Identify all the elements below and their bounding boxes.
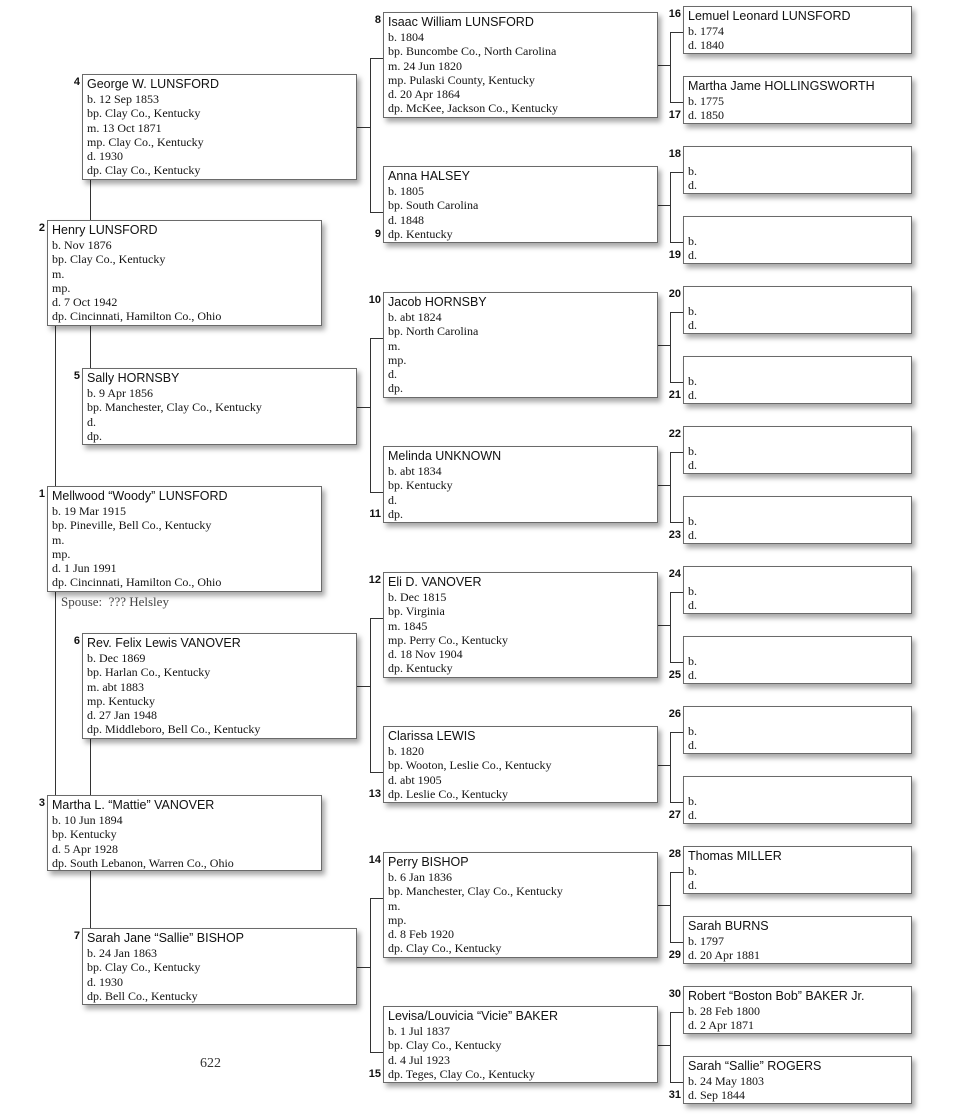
person-box-6[interactable] xyxy=(82,633,357,739)
connector-15-v xyxy=(670,1012,671,1082)
person-fact-dp: dp. Cincinnati, Hamilton Co., Ohio xyxy=(52,309,222,324)
connector-2-4 xyxy=(90,180,91,220)
person-fact-b: b. abt 1834 xyxy=(388,464,442,478)
connector-12-25 xyxy=(670,662,683,663)
person-name xyxy=(688,288,911,304)
person-box-30[interactable] xyxy=(683,986,912,1034)
person-fact-b: b. 1 Jul 1837 xyxy=(388,1024,451,1038)
person-fact-b: b. xyxy=(688,514,697,528)
ahnentafel-number: 17 xyxy=(668,109,681,121)
person-box-11[interactable] xyxy=(383,446,658,523)
person-fact-mp: mp. Pulaski County, Kentucky xyxy=(388,72,535,87)
person-box-26[interactable] xyxy=(683,706,912,754)
connector-14-h xyxy=(658,905,670,906)
ahnentafel-number: 11 xyxy=(369,508,381,520)
person-box-3[interactable] xyxy=(47,795,322,871)
person-box-7[interactable] xyxy=(82,928,357,1005)
ahnentafel-number: 24 xyxy=(668,568,681,580)
person-fact-bp: bp. Manchester, Clay Co., Kentucky xyxy=(87,400,262,415)
ahnentafel-number: 18 xyxy=(668,148,681,160)
connector-11-22 xyxy=(670,452,683,453)
person-fact-dp: dp. Clay Co., Kentucky xyxy=(388,941,502,956)
person-box-31[interactable] xyxy=(683,1056,912,1104)
person-fact-bp: bp. North Carolina xyxy=(388,324,479,339)
person-name: Henry LUNSFORD xyxy=(52,223,158,237)
person-name: Martha L. “Mattie” VANOVER xyxy=(52,798,215,812)
person-fact-d: d. abt 1905 xyxy=(388,772,442,787)
connector-14-v xyxy=(670,872,671,942)
ahnentafel-number: 19 xyxy=(668,249,681,261)
person-fact-dp: dp. Middleboro, Bell Co., Kentucky xyxy=(87,722,261,737)
person-box-21[interactable] xyxy=(683,356,912,404)
person-box-29[interactable] xyxy=(683,916,912,964)
person-name: Isaac William LUNSFORD xyxy=(388,15,534,29)
person-fact-mp: mp. Perry Co., Kentucky xyxy=(388,632,508,647)
connector-3-7 xyxy=(90,871,91,928)
person-fact-mp: mp. xyxy=(52,280,71,295)
connector-9-18 xyxy=(670,172,683,173)
person-name xyxy=(688,708,911,724)
person-box-17[interactable] xyxy=(683,76,912,124)
person-name: Robert “Boston Bob” BAKER Jr. xyxy=(688,989,865,1003)
connector-3-6 xyxy=(90,739,91,795)
person-fact-d: d. xyxy=(688,248,697,263)
person-name: Melinda UNKNOWN xyxy=(388,449,502,463)
person-fact-d: d. xyxy=(388,367,397,382)
ahnentafel-number: 3 xyxy=(38,797,45,809)
person-fact-bp: bp. Buncombe Co., North Carolina xyxy=(388,44,557,59)
person-fact-dp: dp. South Lebanon, Warren Co., Ohio xyxy=(52,855,234,870)
person-box-20[interactable] xyxy=(683,286,912,334)
person-fact-dp: dp. Kentucky xyxy=(388,661,453,676)
connector-7-14 xyxy=(370,898,383,899)
person-fact-bp: bp. Clay Co., Kentucky xyxy=(52,252,166,267)
person-fact-mp: mp. Clay Co., Kentucky xyxy=(87,134,204,149)
page-number: 622 xyxy=(200,1056,221,1071)
person-fact-m: m. abt 1883 xyxy=(87,679,144,694)
connector-10-20 xyxy=(670,312,683,313)
connector-12-24 xyxy=(670,592,683,593)
person-fact-b: b. 1805 xyxy=(388,184,424,198)
connector-9-v xyxy=(670,172,671,242)
ahnentafel-number: 4 xyxy=(73,76,80,88)
person-fact-mp: mp. xyxy=(52,546,71,561)
person-name: Martha Jame HOLLINGSWORTH xyxy=(688,79,875,93)
ahnentafel-number: 25 xyxy=(668,669,681,681)
person-fact-d: d. xyxy=(688,318,697,333)
person-fact-b: b. xyxy=(688,654,697,668)
connector-12-h xyxy=(658,625,670,626)
person-fact-d: d. 1848 xyxy=(388,212,424,227)
ahnentafel-number: 7 xyxy=(73,930,80,942)
person-fact-d: d. 5 Apr 1928 xyxy=(52,841,118,856)
ahnentafel-number: 22 xyxy=(668,428,681,440)
connector-15-31 xyxy=(670,1082,683,1083)
ahnentafel-number: 26 xyxy=(668,708,681,720)
person-name xyxy=(688,778,911,794)
person-fact-bp: bp. South Carolina xyxy=(388,198,479,213)
ahnentafel-number: 1 xyxy=(38,488,45,500)
person-box-4[interactable] xyxy=(82,74,357,180)
person-box-2[interactable] xyxy=(47,220,322,326)
person-fact-d: d. xyxy=(688,668,697,683)
connector-1-2 xyxy=(55,326,56,486)
connector-13-v xyxy=(670,732,671,802)
person-fact-d: d. xyxy=(688,878,697,893)
ahnentafel-number: 14 xyxy=(368,854,381,866)
connector-7-v xyxy=(370,898,371,1052)
person-fact-dp: dp. Clay Co., Kentucky xyxy=(87,163,201,178)
connector-9-h xyxy=(658,205,670,206)
person-fact-b: b. Nov 1876 xyxy=(52,238,112,252)
person-name: George W. LUNSFORD xyxy=(87,77,219,91)
ahnentafel-number: 31 xyxy=(668,1089,681,1101)
connector-6-12 xyxy=(370,618,383,619)
person-fact-b: b. xyxy=(688,234,697,248)
person-box-1[interactable] xyxy=(47,486,322,592)
connector-14-28 xyxy=(670,872,683,873)
connector-1-3 xyxy=(55,592,56,795)
person-fact-d: d. xyxy=(688,598,697,613)
ahnentafel-number: 10 xyxy=(368,294,381,306)
connector-10-h xyxy=(658,345,670,346)
person-fact-d: d. xyxy=(688,808,697,823)
ahnentafel-number: 30 xyxy=(668,988,681,1000)
connector-12-v xyxy=(670,592,671,662)
person-fact-bp: bp. Pineville, Bell Co., Kentucky xyxy=(52,518,212,533)
person-fact-b: b. 10 Jun 1894 xyxy=(52,813,123,827)
person-box-5[interactable] xyxy=(82,368,357,445)
person-box-19[interactable] xyxy=(683,216,912,264)
person-fact-b: b. 28 Feb 1800 xyxy=(688,1004,760,1018)
person-fact-dp: dp. xyxy=(388,506,403,521)
person-fact-d: d. 1930 xyxy=(87,149,123,164)
person-fact-b: b. 6 Jan 1836 xyxy=(388,870,452,884)
connector-5-11 xyxy=(370,492,383,493)
person-name: Eli D. VANOVER xyxy=(388,575,482,589)
person-fact-b: b. 19 Mar 1915 xyxy=(52,504,126,518)
person-fact-b: b. xyxy=(688,304,697,318)
person-fact-d: d. 20 Apr 1864 xyxy=(388,87,460,102)
person-fact-b: b. xyxy=(688,584,697,598)
person-fact-d: d. 8 Feb 1920 xyxy=(388,927,454,942)
person-box-25[interactable] xyxy=(683,636,912,684)
person-fact-mp: mp. Kentucky xyxy=(87,693,155,708)
person-fact-m: m. xyxy=(52,266,65,281)
ahnentafel-number: 2 xyxy=(38,222,45,234)
person-fact-b: b. abt 1824 xyxy=(388,310,442,324)
person-box-15[interactable] xyxy=(383,1006,658,1083)
connector-5-h xyxy=(357,407,370,408)
person-fact-d: d. 20 Apr 1881 xyxy=(688,948,760,963)
person-fact-d: d. xyxy=(688,458,697,473)
connector-8-16 xyxy=(670,32,683,33)
person-fact-m: m. xyxy=(388,338,401,353)
person-name: Sarah “Sallie” ROGERS xyxy=(688,1059,822,1073)
person-fact-b: b. 1797 xyxy=(688,934,724,948)
connector-7-h xyxy=(357,967,370,968)
person-fact-d: d. 2 Apr 1871 xyxy=(688,1018,754,1033)
person-box-23[interactable] xyxy=(683,496,912,544)
person-fact-m: m. 13 Oct 1871 xyxy=(87,120,162,135)
person-fact-d: d. xyxy=(688,388,697,403)
person-name: Jacob HORNSBY xyxy=(388,295,487,309)
ahnentafel-number: 21 xyxy=(668,389,681,401)
connector-6-h xyxy=(357,686,370,687)
ahnentafel-number: 12 xyxy=(368,574,381,586)
person-box-24[interactable] xyxy=(683,566,912,614)
connector-15-h xyxy=(658,1045,670,1046)
person-fact-d: d. xyxy=(388,492,397,507)
ahnentafel-number: 5 xyxy=(73,370,80,382)
person-fact-d: d. 27 Jan 1948 xyxy=(87,708,157,723)
person-box-27[interactable] xyxy=(683,776,912,824)
person-fact-b: b. 9 Apr 1856 xyxy=(87,386,153,400)
person-fact-b: b. xyxy=(688,444,697,458)
person-fact-b: b. 1804 xyxy=(388,30,424,44)
ahnentafel-number: 29 xyxy=(668,949,681,961)
person-name: Thomas MILLER xyxy=(688,849,782,863)
person-fact-m: m. 1845 xyxy=(388,618,428,633)
person-fact-b: b. 24 May 1803 xyxy=(688,1074,764,1088)
person-name xyxy=(688,498,911,514)
person-name: Sally HORNSBY xyxy=(87,371,180,385)
person-fact-d: d. xyxy=(688,178,697,193)
person-fact-d: d. Sep 1844 xyxy=(688,1088,745,1103)
person-fact-d: d. 7 Oct 1942 xyxy=(52,295,118,310)
connector-13-h xyxy=(658,765,670,766)
person-fact-dp: dp. Bell Co., Kentucky xyxy=(87,988,198,1003)
person-name: Sarah Jane “Sallie” BISHOP xyxy=(87,931,245,945)
connector-14-29 xyxy=(670,942,683,943)
person-fact-bp: bp. Wooton, Leslie Co., Kentucky xyxy=(388,758,552,773)
person-box-13[interactable] xyxy=(383,726,658,803)
person-box-9[interactable] xyxy=(383,166,658,243)
person-fact-b: b. 12 Sep 1853 xyxy=(87,92,159,106)
person-fact-bp: bp. Virginia xyxy=(388,604,445,619)
connector-6-v xyxy=(370,618,371,772)
person-box-16[interactable] xyxy=(683,6,912,54)
ahnentafel-number: 23 xyxy=(668,529,681,541)
person-fact-b: b. 1820 xyxy=(388,744,424,758)
person-name xyxy=(688,148,911,164)
person-name xyxy=(688,568,911,584)
spouse-note: Spouse: ??? Helsley xyxy=(61,594,169,609)
connector-11-h xyxy=(658,485,670,486)
connector-13-26 xyxy=(670,732,683,733)
person-fact-dp: dp. Kentucky xyxy=(388,226,453,241)
connector-8-v xyxy=(670,32,671,102)
person-box-22[interactable] xyxy=(683,426,912,474)
person-fact-b: b. xyxy=(688,724,697,738)
connector-7-15 xyxy=(370,1052,383,1053)
person-fact-d: d. xyxy=(688,528,697,543)
person-fact-bp: bp. Kentucky xyxy=(388,478,453,493)
person-fact-bp: bp. Clay Co., Kentucky xyxy=(388,1038,502,1053)
person-fact-mp: mp. xyxy=(388,352,407,367)
person-fact-bp: bp. Manchester, Clay Co., Kentucky xyxy=(388,884,563,899)
person-fact-b: b. xyxy=(688,794,697,808)
person-fact-bp: bp. Harlan Co., Kentucky xyxy=(87,665,211,680)
person-fact-bp: bp. Kentucky xyxy=(52,827,117,842)
person-fact-b: b. 1774 xyxy=(688,24,724,38)
person-name: Anna HALSEY xyxy=(388,169,470,183)
ahnentafel-number: 8 xyxy=(374,14,381,26)
person-fact-dp: dp. McKee, Jackson Co., Kentucky xyxy=(388,101,558,116)
person-fact-dp: dp. Teges, Clay Co., Kentucky xyxy=(388,1066,535,1081)
person-fact-bp: bp. Clay Co., Kentucky xyxy=(87,960,201,975)
person-box-14[interactable] xyxy=(383,852,658,958)
connector-10-21 xyxy=(670,382,683,383)
person-box-28[interactable] xyxy=(683,846,912,894)
connector-15-30 xyxy=(670,1012,683,1013)
connector-4-9 xyxy=(370,212,383,213)
connector-11-v xyxy=(670,452,671,522)
person-fact-b: b. 24 Jan 1863 xyxy=(87,946,157,960)
person-name: Perry BISHOP xyxy=(388,855,469,869)
person-name: Sarah BURNS xyxy=(688,919,769,933)
person-name xyxy=(688,218,911,234)
person-box-8[interactable] xyxy=(383,12,658,118)
person-fact-b: b. xyxy=(688,164,697,178)
connector-9-19 xyxy=(670,242,683,243)
connector-13-27 xyxy=(670,802,683,803)
person-fact-mp: mp. xyxy=(388,912,407,927)
connector-5-v xyxy=(370,338,371,492)
person-fact-bp: bp. Clay Co., Kentucky xyxy=(87,106,201,121)
connector-4-v xyxy=(370,58,371,212)
person-fact-b: b. xyxy=(688,374,697,388)
person-fact-dp: dp. xyxy=(388,381,403,396)
person-name xyxy=(688,638,911,654)
ahnentafel-number: 28 xyxy=(668,848,681,860)
connector-8-17 xyxy=(670,102,683,103)
person-name xyxy=(688,428,911,444)
person-fact-dp: dp. Leslie Co., Kentucky xyxy=(388,786,508,801)
person-fact-m: m. xyxy=(388,898,401,913)
person-box-12[interactable] xyxy=(383,572,658,678)
connector-4-h xyxy=(357,127,370,128)
ahnentafel-number: 16 xyxy=(668,8,681,20)
person-fact-m: m. 24 Jun 1820 xyxy=(388,58,463,73)
person-fact-m: m. xyxy=(52,532,65,547)
connector-8-h xyxy=(658,65,670,66)
person-name: Clarissa LEWIS xyxy=(388,729,476,743)
person-fact-d: d. xyxy=(87,414,96,429)
person-name: Lemuel Leonard LUNSFORD xyxy=(688,9,851,23)
person-fact-d: d. xyxy=(688,738,697,753)
person-fact-d: d. 1850 xyxy=(688,108,724,123)
person-fact-dp: dp. xyxy=(87,428,102,443)
person-name: Rev. Felix Lewis VANOVER xyxy=(87,636,241,650)
person-box-10[interactable] xyxy=(383,292,658,398)
person-name: Mellwood “Woody” LUNSFORD xyxy=(52,489,228,503)
ahnentafel-number: 9 xyxy=(374,228,381,240)
person-fact-d: d. 18 Nov 1904 xyxy=(388,647,463,662)
ahnentafel-number: 13 xyxy=(368,788,381,800)
person-fact-b: b. Dec 1815 xyxy=(388,590,447,604)
ahnentafel-number: 20 xyxy=(668,288,681,300)
ahnentafel-number: 6 xyxy=(73,635,80,647)
person-fact-d: d. 4 Jul 1923 xyxy=(388,1052,451,1067)
person-box-18[interactable] xyxy=(683,146,912,194)
person-fact-b: b. xyxy=(688,864,697,878)
person-fact-dp: dp. Cincinnati, Hamilton Co., Ohio xyxy=(52,575,222,590)
connector-11-23 xyxy=(670,522,683,523)
person-fact-d: d. 1840 xyxy=(688,38,724,53)
ahnentafel-number: 15 xyxy=(368,1068,381,1080)
person-fact-d: d. 1930 xyxy=(87,974,123,989)
ahnentafel-number: 27 xyxy=(668,809,681,821)
connector-5-10 xyxy=(370,338,383,339)
person-name xyxy=(688,358,911,374)
person-fact-b: b. Dec 1869 xyxy=(87,651,146,665)
connector-10-v xyxy=(670,312,671,382)
person-fact-b: b. 1775 xyxy=(688,94,724,108)
connector-2-5 xyxy=(90,326,91,368)
person-fact-d: d. 1 Jun 1991 xyxy=(52,561,117,576)
connector-6-13 xyxy=(370,772,383,773)
person-name: Levisa/Louvicia “Vicie” BAKER xyxy=(388,1009,558,1023)
connector-4-8 xyxy=(370,58,383,59)
